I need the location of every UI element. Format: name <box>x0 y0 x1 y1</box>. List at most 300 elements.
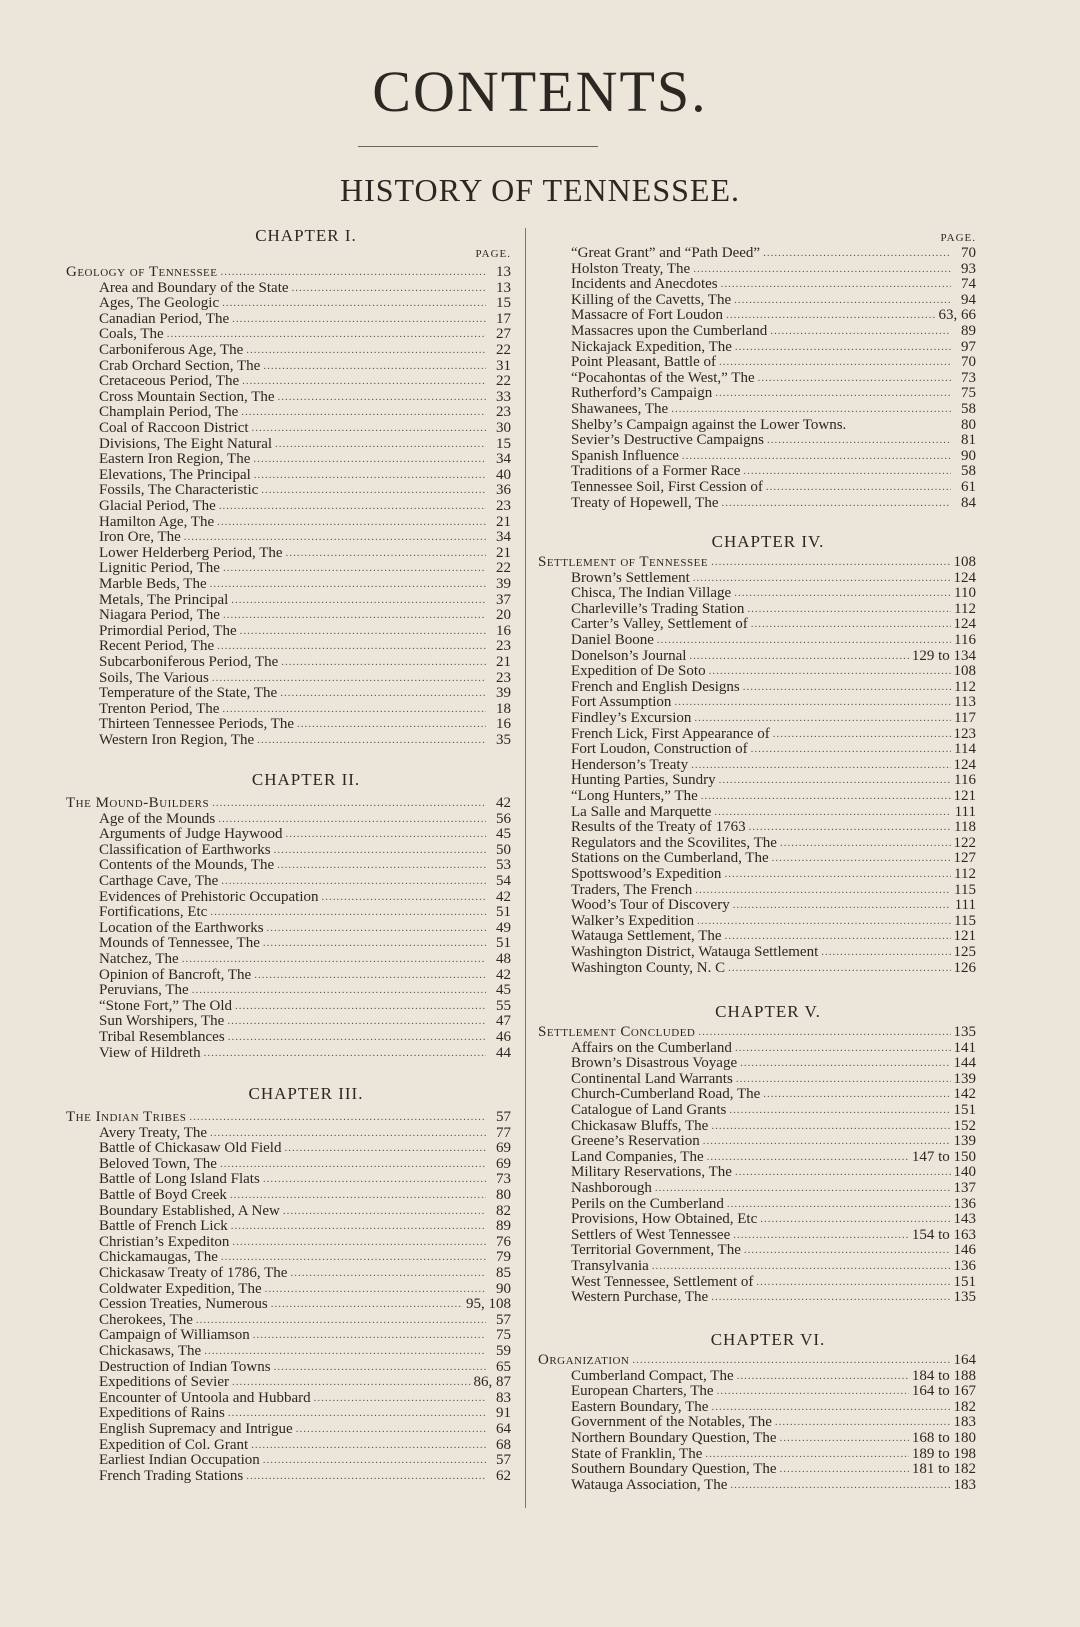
entry-title: Henderson’s Treaty <box>571 756 689 773</box>
column-divider <box>525 228 526 1508</box>
toc-entry <box>538 1414 976 1430</box>
dot-leader <box>212 670 486 686</box>
entry-title: Watauga Association, The <box>571 1476 728 1493</box>
entry-title: Findley’s Excursion <box>571 710 692 726</box>
entry-title: Cross Mountain Section, The <box>99 388 275 405</box>
dot-leader <box>184 529 486 545</box>
toc-entry <box>538 741 976 757</box>
page-number: 44 <box>496 1044 511 1061</box>
entry-title: Battle of Boyd Creek <box>99 1187 227 1203</box>
entry-title: Treaty of Hopewell, The <box>571 494 719 511</box>
page-number: 15 <box>496 295 511 312</box>
toc-entry <box>66 873 511 889</box>
page-number: 23 <box>496 498 511 514</box>
page-number: 70 <box>961 245 976 261</box>
dot-leader <box>743 463 951 479</box>
page-number: 55 <box>496 997 511 1014</box>
entry-title: Hamilton Age, The <box>99 513 215 530</box>
page-number: 22 <box>496 373 511 390</box>
toc-entry <box>538 307 976 323</box>
entry-title: Arguments of Judge Haywood <box>99 826 283 843</box>
page-number: 139 <box>953 1070 976 1087</box>
dot-leader <box>271 1296 463 1312</box>
page-number: 89 <box>961 323 976 339</box>
page-number: 62 <box>496 1467 511 1484</box>
page-column-label: PAGE. <box>940 232 976 244</box>
page-number: 110 <box>954 585 976 602</box>
toc-entry <box>66 638 511 654</box>
page-number: 39 <box>496 685 511 702</box>
page-number: 86, 87 <box>473 1374 511 1391</box>
page-number: 58 <box>961 401 976 417</box>
page-number: 82 <box>496 1202 511 1219</box>
entry-title: Point Pleasant, Battle of <box>571 354 716 371</box>
dot-leader <box>283 1203 486 1219</box>
toc-entry <box>66 1343 511 1359</box>
toc-entry <box>66 1437 511 1453</box>
entry-title: Destruction of Indian Towns <box>99 1358 271 1375</box>
dot-leader <box>167 326 486 342</box>
entry-title: Natchez, The <box>99 951 179 967</box>
toc-entry <box>66 1421 511 1437</box>
dot-leader <box>763 1086 950 1102</box>
page-number: 65 <box>496 1358 511 1375</box>
entry-title: French and English Designs <box>571 678 740 695</box>
page-title: CONTENTS. <box>372 59 708 124</box>
dot-leader <box>297 716 486 732</box>
dot-leader <box>228 1405 486 1421</box>
toc-entry <box>538 616 976 632</box>
page-number: 142 <box>953 1086 976 1103</box>
dot-leader <box>735 1164 951 1180</box>
page-number: 147 to 150 <box>911 1148 976 1165</box>
chapter-main-entry <box>538 554 976 570</box>
toc-entry <box>66 467 511 483</box>
page-number: 154 to 163 <box>911 1226 976 1243</box>
entry-title: Chickasaws, The <box>99 1343 202 1359</box>
dot-leader <box>749 819 951 835</box>
dot-leader <box>772 850 951 866</box>
toc-entry <box>66 1013 511 1029</box>
entry-title: Contents of the Mounds, The <box>99 857 275 874</box>
entry-title: Subcarboniferous Period, The <box>99 654 279 670</box>
toc-entry <box>66 889 511 905</box>
toc-entry <box>66 998 511 1014</box>
entry-title: Chickasaw Treaty of 1786, The <box>99 1265 288 1281</box>
page-number: 22 <box>496 342 511 358</box>
dot-leader <box>284 1140 486 1156</box>
entry-title: Cumberland Compact, The <box>571 1367 734 1384</box>
entry-title: The Indian Tribes <box>66 1109 187 1125</box>
dot-leader <box>719 354 951 370</box>
page-number: 21 <box>496 544 511 561</box>
dot-leader <box>780 1461 909 1477</box>
entry-title: Metals, The Principal <box>99 591 229 608</box>
entry-title: Settlement Concluded <box>538 1024 696 1040</box>
dot-leader <box>275 436 486 452</box>
chapter-heading: CHAPTER II. <box>251 770 361 789</box>
page-number: 112 <box>954 678 976 695</box>
toc-entry <box>538 385 976 401</box>
entry-title: Cherokees, The <box>99 1311 193 1328</box>
dot-leader <box>274 1359 486 1375</box>
page-number: 122 <box>953 834 976 851</box>
dot-leader <box>736 1071 951 1087</box>
page-number: 182 <box>953 1398 976 1415</box>
dot-leader <box>223 607 486 623</box>
entry-title: Primordial Period, The <box>99 622 237 639</box>
toc-entry <box>66 1234 511 1250</box>
entry-title: Greene’s Reservation <box>571 1133 700 1150</box>
entry-title: Nashborough <box>571 1180 652 1196</box>
page-number: 50 <box>496 841 511 858</box>
dot-leader <box>222 701 486 717</box>
toc-entry <box>538 401 976 417</box>
toc-entry <box>66 1203 511 1219</box>
page-number: 151 <box>953 1102 976 1118</box>
dot-leader <box>756 1274 950 1290</box>
entry-title: “Pocahontas of the West,” The <box>571 369 755 386</box>
dot-leader <box>196 1312 486 1328</box>
page-number: 80 <box>961 416 976 433</box>
toc-entry <box>538 1133 976 1149</box>
toc-entry <box>66 670 511 686</box>
entry-title: Ages, The Geologic <box>99 295 220 312</box>
page-number: 75 <box>496 1327 511 1344</box>
entry-title: Battle of Chickasaw Old Field <box>99 1140 282 1157</box>
dot-leader <box>212 795 486 811</box>
entry-title: Fossils, The Characteristic <box>99 482 259 499</box>
toc-entry <box>538 417 976 433</box>
dot-leader <box>231 1218 486 1234</box>
entry-title: Southern Boundary Question, The <box>571 1461 777 1478</box>
toc-entry <box>66 1156 511 1172</box>
entry-title: Expedition of De Soto <box>571 663 706 680</box>
toc-entry <box>66 1296 511 1312</box>
dot-leader <box>221 1249 486 1265</box>
dot-leader <box>711 1289 950 1305</box>
entry-title: Cretaceous Period, The <box>99 373 240 390</box>
toc-entry <box>66 951 511 967</box>
toc-entry <box>66 1452 511 1468</box>
dot-leader <box>227 1013 486 1029</box>
dot-leader <box>780 1430 909 1446</box>
page-number: 112 <box>954 600 976 617</box>
entry-title: Washington County, N. C <box>571 959 726 976</box>
entry-title: Coldwater Expedition, The <box>99 1280 262 1297</box>
toc-entry <box>66 295 511 311</box>
toc-entry <box>66 1281 511 1297</box>
page-number: 57 <box>496 1109 511 1125</box>
toc-entry <box>538 479 976 495</box>
page-number: 20 <box>496 607 511 624</box>
chapter-heading: CHAPTER I. <box>255 226 357 245</box>
toc-entry <box>66 826 511 842</box>
page-number: 90 <box>961 447 976 464</box>
toc-entry <box>66 311 511 327</box>
dot-leader <box>655 1180 951 1196</box>
toc-entry <box>66 1045 511 1061</box>
toc-entry <box>66 857 511 873</box>
page-number: 136 <box>953 1195 976 1212</box>
toc-entry <box>66 342 511 358</box>
page-number: 23 <box>496 669 511 686</box>
page-subtitle: HISTORY OF TENNESSEE. <box>339 172 740 208</box>
entry-title: Boundary Established, A New <box>99 1202 280 1219</box>
entry-title: Fort Assumption <box>571 694 672 711</box>
toc-entry <box>66 1390 511 1406</box>
page-number: 135 <box>953 1289 976 1306</box>
entry-title: Hunting Parties, Sundry <box>571 772 716 789</box>
page-number: 36 <box>496 482 511 499</box>
entry-title: Affairs on the Cumberland <box>571 1039 732 1056</box>
dot-leader <box>218 811 486 827</box>
toc-entry <box>538 632 976 648</box>
page-number: 183 <box>953 1414 976 1431</box>
entry-title: Fortifications, Etc <box>99 904 208 921</box>
entry-title: Watauga Settlement, The <box>571 928 722 945</box>
toc-entry <box>538 1118 976 1134</box>
page-number: 58 <box>961 463 976 480</box>
page-number: 80 <box>496 1187 511 1203</box>
entry-title: Opinion of Bancroft, The <box>99 966 252 983</box>
page-number: 85 <box>496 1265 511 1281</box>
toc-entry <box>66 514 511 530</box>
toc-entry <box>538 1164 976 1180</box>
entry-title: Results of the Treaty of 1763 <box>571 819 746 836</box>
dot-leader <box>246 1468 486 1484</box>
entry-title: Cession Treaties, Numerous <box>99 1296 268 1313</box>
toc-entry <box>66 716 511 732</box>
toc-entry <box>538 432 976 448</box>
page-number: 63, 66 <box>938 307 976 324</box>
chapter-main-entry <box>538 1352 976 1368</box>
toc-entry <box>538 897 976 913</box>
toc-entry <box>538 648 976 664</box>
toc-entry <box>66 842 511 858</box>
page-number: 22 <box>496 560 511 577</box>
page-number: 42 <box>496 795 511 811</box>
toc-entry <box>538 1242 976 1258</box>
dot-leader <box>219 498 486 514</box>
dot-leader <box>743 679 951 695</box>
toc-entry <box>66 545 511 561</box>
toc-entry <box>66 982 511 998</box>
dot-leader <box>697 913 951 929</box>
toc-entry <box>66 904 511 920</box>
toc-entry <box>66 654 511 670</box>
entry-title: English Supremacy and Intrigue <box>99 1421 293 1437</box>
toc-entry <box>66 607 511 623</box>
entry-title: Government of the Notables, The <box>571 1414 772 1431</box>
dot-leader <box>280 685 486 701</box>
dot-leader <box>292 280 486 296</box>
dot-leader <box>253 1327 486 1343</box>
page-number: 139 <box>953 1133 976 1150</box>
page-number: 168 to 180 <box>911 1430 976 1446</box>
page-number: 83 <box>496 1389 511 1406</box>
dot-leader <box>231 592 486 608</box>
page-number: 76 <box>496 1233 511 1250</box>
toc-entry <box>66 498 511 514</box>
entry-title: Carthage Cave, The <box>99 873 219 889</box>
entry-title: Glacial Period, The <box>99 498 216 514</box>
chapter-main-entry <box>538 1024 976 1040</box>
toc-entry <box>538 370 976 386</box>
entry-title: Incidents and Anecdotes <box>571 276 718 293</box>
entry-title: Battle of Long Island Flats <box>99 1171 260 1188</box>
page-number: 125 <box>953 944 976 960</box>
page-number: 164 <box>953 1352 976 1368</box>
entry-title: Massacre of Fort Loudon <box>571 307 724 324</box>
dot-leader <box>261 482 486 498</box>
toc-entry <box>538 339 976 355</box>
page-number: 117 <box>954 710 976 726</box>
page-number: 108 <box>953 663 976 680</box>
toc-entry <box>538 1399 976 1415</box>
entry-title: French Lick, First Appearance of <box>571 725 770 742</box>
entry-title: Western Iron Region, The <box>99 732 255 748</box>
entry-title: Christian’s Expediton <box>99 1233 230 1250</box>
entry-title: Champlain Period, The <box>99 404 239 421</box>
entry-title: Provisions, How Obtained, Etc <box>571 1211 758 1228</box>
toc-entry <box>66 1327 511 1343</box>
page-number: 37 <box>496 591 511 608</box>
dot-leader <box>719 772 951 788</box>
page-number: 57 <box>496 1311 511 1328</box>
entry-title: Carter’s Valley, Settlement of <box>571 616 748 633</box>
entry-title: Campaign of Williamson <box>99 1327 250 1344</box>
dot-leader <box>322 889 486 905</box>
dot-leader <box>278 389 486 405</box>
page-number: 27 <box>496 326 511 343</box>
entry-title: Lignitic Period, The <box>99 560 220 577</box>
entry-title: Church-Cumberland Road, The <box>571 1086 761 1103</box>
toc-entry <box>66 1374 511 1390</box>
toc-entry <box>538 819 976 835</box>
toc-entry <box>538 788 976 804</box>
entry-title: Settlers of West Tennessee <box>571 1226 731 1243</box>
dot-leader <box>252 420 486 436</box>
entry-title: Geology of Tennessee <box>66 264 218 280</box>
page-number: 118 <box>954 819 976 836</box>
page-number: 93 <box>961 260 976 277</box>
page-number: 64 <box>496 1421 511 1437</box>
toc-entry <box>538 1180 976 1196</box>
page-number: 97 <box>961 338 976 355</box>
dot-leader <box>242 373 486 389</box>
dot-leader <box>189 1109 486 1125</box>
page-number: 123 <box>953 725 976 742</box>
page-number: 48 <box>496 951 511 967</box>
dot-leader <box>204 1045 486 1061</box>
dot-leader <box>721 276 951 292</box>
entry-title: Tribal Resemblances <box>99 1029 225 1045</box>
entry-title: Wood’s Tour of Discovery <box>571 897 730 914</box>
entry-title: View of Hildreth <box>99 1044 201 1061</box>
dot-leader <box>217 638 486 654</box>
dot-leader <box>701 788 951 804</box>
page-number: 74 <box>961 276 976 293</box>
toc-entry <box>66 560 511 576</box>
entry-title: Chickamaugas, The <box>99 1249 218 1266</box>
toc-entry <box>66 482 511 498</box>
entry-title: Settlement of Tennessee <box>538 554 709 570</box>
dot-leader <box>265 1281 486 1297</box>
dot-leader <box>694 710 951 726</box>
toc-entry <box>66 1218 511 1234</box>
dot-leader <box>263 1171 486 1187</box>
dot-leader <box>727 1196 951 1212</box>
page-number: 94 <box>961 291 976 308</box>
page-number: 136 <box>953 1258 976 1274</box>
dot-leader <box>290 1265 486 1281</box>
dot-leader <box>703 1133 951 1149</box>
entry-title: Canadian Period, The <box>99 310 230 327</box>
entry-title: Regulators and the Scovilites, The <box>571 834 777 851</box>
entry-title: Temperature of the State, The <box>99 685 278 702</box>
entry-title: Charleville’s Trading Station <box>571 600 745 617</box>
page-number: 16 <box>496 716 511 733</box>
page-number: 144 <box>953 1055 976 1072</box>
entry-title: Avery Treaty, The <box>99 1124 208 1141</box>
entry-title: State of Franklin, The <box>571 1445 703 1462</box>
dot-leader <box>751 616 951 632</box>
page-number: 112 <box>954 866 976 882</box>
entry-title: Thirteen Tennessee Periods, The <box>99 716 295 733</box>
dot-leader <box>296 1421 486 1437</box>
entry-title: Military Reservations, The <box>571 1164 732 1181</box>
page-number: 30 <box>496 420 511 436</box>
dot-leader <box>251 1437 486 1453</box>
toc-entry <box>66 732 511 748</box>
dot-leader <box>220 1156 486 1172</box>
dot-leader <box>254 967 486 983</box>
page-number: 189 to 198 <box>911 1445 976 1462</box>
dot-leader <box>715 385 951 401</box>
toc-entry <box>66 1029 511 1045</box>
dot-leader <box>763 245 951 261</box>
toc-entry <box>538 245 976 261</box>
dot-leader <box>257 732 486 748</box>
page-number: 143 <box>953 1211 976 1228</box>
dot-leader <box>253 451 486 467</box>
page-number: 45 <box>496 982 511 999</box>
dot-leader <box>222 295 486 311</box>
page-number: 31 <box>496 357 511 374</box>
page-number: 61 <box>961 479 976 495</box>
dot-leader <box>221 264 487 280</box>
entry-title: Crab Orchard Section, The <box>99 357 261 374</box>
dot-leader <box>223 560 486 576</box>
chapter-heading: CHAPTER V. <box>715 1002 821 1021</box>
page-number: 126 <box>953 959 976 976</box>
page-number: 13 <box>496 279 511 296</box>
entry-title: Coal of Raccoon District <box>99 420 249 436</box>
page-number: 114 <box>954 741 976 758</box>
page-number: 15 <box>496 435 511 452</box>
toc-entry <box>66 280 511 296</box>
page-number: 17 <box>496 310 511 327</box>
entry-title: Battle of French Lick <box>99 1218 228 1235</box>
dot-leader <box>674 694 951 710</box>
toc-entry <box>538 663 976 679</box>
dot-leader <box>314 1390 486 1406</box>
entry-title: Northern Boundary Question, The <box>571 1430 777 1446</box>
dot-leader <box>734 292 951 308</box>
page-number: 95, 108 <box>466 1296 511 1313</box>
dot-leader <box>729 1102 950 1118</box>
